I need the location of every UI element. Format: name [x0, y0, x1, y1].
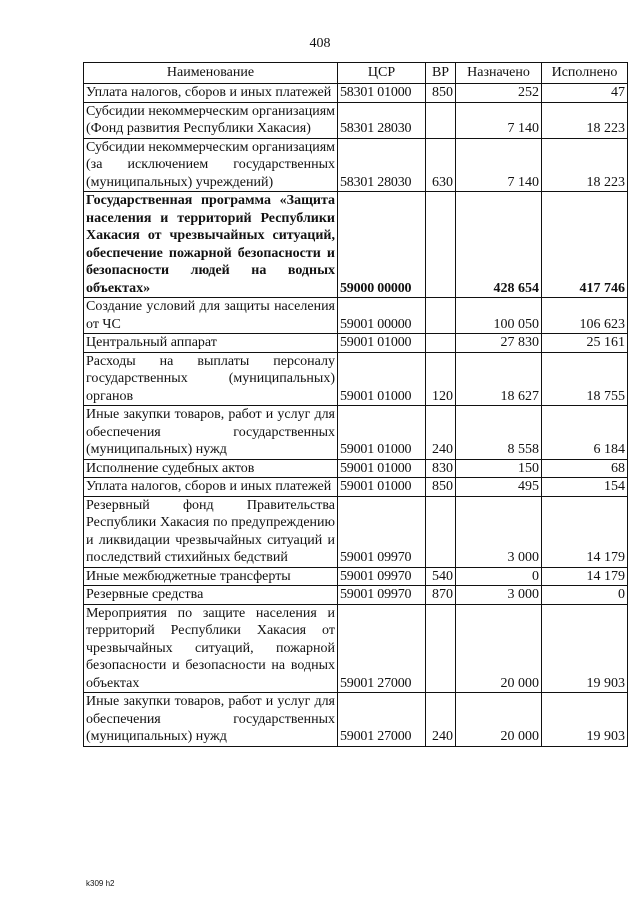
cell-csr: 59001 27000 — [338, 604, 426, 693]
cell-name: Субсидии некоммерческим организациям (за исключением государственных (муниципальных) учреждений) — [84, 138, 338, 192]
cell-csr: 58301 01000 — [338, 84, 426, 103]
cell-assigned: 495 — [456, 478, 542, 497]
cell-csr: 59001 00000 — [338, 298, 426, 334]
cell-vr: 240 — [426, 406, 456, 460]
header-executed: Исполнено — [542, 63, 628, 84]
cell-csr: 58301 28030 — [338, 138, 426, 192]
cell-name: Создание условий для защиты населения от ЧС — [84, 298, 338, 334]
cell-executed: 19 903 — [542, 604, 628, 693]
cell-vr — [426, 298, 456, 334]
footer-code: k309 h2 — [86, 879, 115, 888]
cell-csr: 58301 28030 — [338, 102, 426, 138]
table-row — [84, 102, 628, 138]
table-row — [84, 478, 628, 497]
cell-csr: 59001 01000 — [338, 334, 426, 353]
table-body — [84, 84, 628, 747]
cell-vr — [426, 496, 456, 567]
table-row — [84, 604, 628, 693]
table-row — [84, 406, 628, 460]
table-row — [84, 693, 628, 747]
cell-name: Иные закупки товаров, работ и услуг для обеспечения государственных (муниципальных) нужд — [84, 406, 338, 460]
cell-csr: 59001 01000 — [338, 406, 426, 460]
budget-table — [83, 62, 628, 747]
cell-assigned: 428 654 — [456, 192, 542, 298]
cell-assigned: 20 000 — [456, 604, 542, 693]
cell-executed: 18 223 — [542, 102, 628, 138]
cell-assigned: 0 — [456, 567, 542, 586]
cell-executed: 19 903 — [542, 693, 628, 747]
cell-executed: 154 — [542, 478, 628, 497]
cell-assigned: 150 — [456, 459, 542, 478]
cell-executed: 18 223 — [542, 138, 628, 192]
cell-executed: 68 — [542, 459, 628, 478]
cell-name: Исполнение судебных актов — [84, 459, 338, 478]
cell-executed: 14 179 — [542, 567, 628, 586]
cell-name: Иные межбюджетные трансферты — [84, 567, 338, 586]
cell-csr: 59001 09970 — [338, 567, 426, 586]
table-row — [84, 586, 628, 605]
cell-assigned: 8 558 — [456, 406, 542, 460]
cell-vr — [426, 604, 456, 693]
table-row — [84, 496, 628, 567]
cell-assigned: 7 140 — [456, 138, 542, 192]
cell-vr: 630 — [426, 138, 456, 192]
cell-executed: 417 746 — [542, 192, 628, 298]
table-row — [84, 352, 628, 406]
cell-vr — [426, 192, 456, 298]
cell-name: Мероприятия по защите населения и территорий Республики Хакасия от чрезвычайных ситуаций, пожарной безопасности и безопасности на водных объектах — [84, 604, 338, 693]
cell-name: Резервный фонд Правительства Республики Хакасия по предупреждению и ликвидации чрезвычайных ситуаций и последствий стихийных бедствий — [84, 496, 338, 567]
cell-name: Уплата налогов, сборов и иных платежей — [84, 478, 338, 497]
table-row — [84, 298, 628, 334]
cell-vr: 870 — [426, 586, 456, 605]
table-row — [84, 138, 628, 192]
cell-assigned: 252 — [456, 84, 542, 103]
cell-executed: 18 755 — [542, 352, 628, 406]
cell-csr: 59001 01000 — [338, 352, 426, 406]
page-number: 408 — [309, 36, 331, 51]
table-row — [84, 192, 628, 298]
cell-assigned: 18 627 — [456, 352, 542, 406]
cell-name: Государственная программа «Защита населения и территорий Республики Хакасия от чрезвычайных ситуаций, обеспечение пожарной безопасности и безопасности людей на водных объектах» — [84, 192, 338, 298]
cell-executed: 14 179 — [542, 496, 628, 567]
cell-vr: 540 — [426, 567, 456, 586]
cell-csr: 59001 09970 — [338, 586, 426, 605]
cell-csr: 59001 01000 — [338, 478, 426, 497]
cell-name: Расходы на выплаты персоналу государственных (муниципальных) органов — [84, 352, 338, 406]
cell-assigned: 27 830 — [456, 334, 542, 353]
cell-csr: 59001 27000 — [338, 693, 426, 747]
cell-vr — [426, 334, 456, 353]
table-header-row — [84, 63, 628, 84]
cell-executed: 106 623 — [542, 298, 628, 334]
cell-executed: 0 — [542, 586, 628, 605]
cell-name: Субсидии некоммерческим организациям (Фонд развития Республики Хакасия) — [84, 102, 338, 138]
cell-vr: 120 — [426, 352, 456, 406]
cell-assigned: 20 000 — [456, 693, 542, 747]
cell-vr: 240 — [426, 693, 456, 747]
header-name: Наименование — [84, 63, 338, 84]
cell-vr — [426, 102, 456, 138]
cell-name: Центральный аппарат — [84, 334, 338, 353]
cell-name: Иные закупки товаров, работ и услуг для обеспечения государственных (муниципальных) нужд — [84, 693, 338, 747]
cell-name: Уплата налогов, сборов и иных платежей — [84, 84, 338, 103]
table-row — [84, 84, 628, 103]
cell-executed: 47 — [542, 84, 628, 103]
cell-csr: 59000 00000 — [338, 192, 426, 298]
cell-vr: 830 — [426, 459, 456, 478]
cell-executed: 25 161 — [542, 334, 628, 353]
cell-assigned: 100 050 — [456, 298, 542, 334]
table-row — [84, 567, 628, 586]
cell-csr: 59001 09970 — [338, 496, 426, 567]
cell-name: Резервные средства — [84, 586, 338, 605]
cell-vr: 850 — [426, 84, 456, 103]
table-row — [84, 334, 628, 353]
cell-assigned: 7 140 — [456, 102, 542, 138]
header-assigned: Назначено — [456, 63, 542, 84]
cell-csr: 59001 01000 — [338, 459, 426, 478]
cell-vr: 850 — [426, 478, 456, 497]
cell-executed: 6 184 — [542, 406, 628, 460]
header-vr: ВР — [426, 63, 456, 84]
header-csr: ЦСР — [338, 63, 426, 84]
cell-assigned: 3 000 — [456, 586, 542, 605]
table-row — [84, 459, 628, 478]
cell-assigned: 3 000 — [456, 496, 542, 567]
